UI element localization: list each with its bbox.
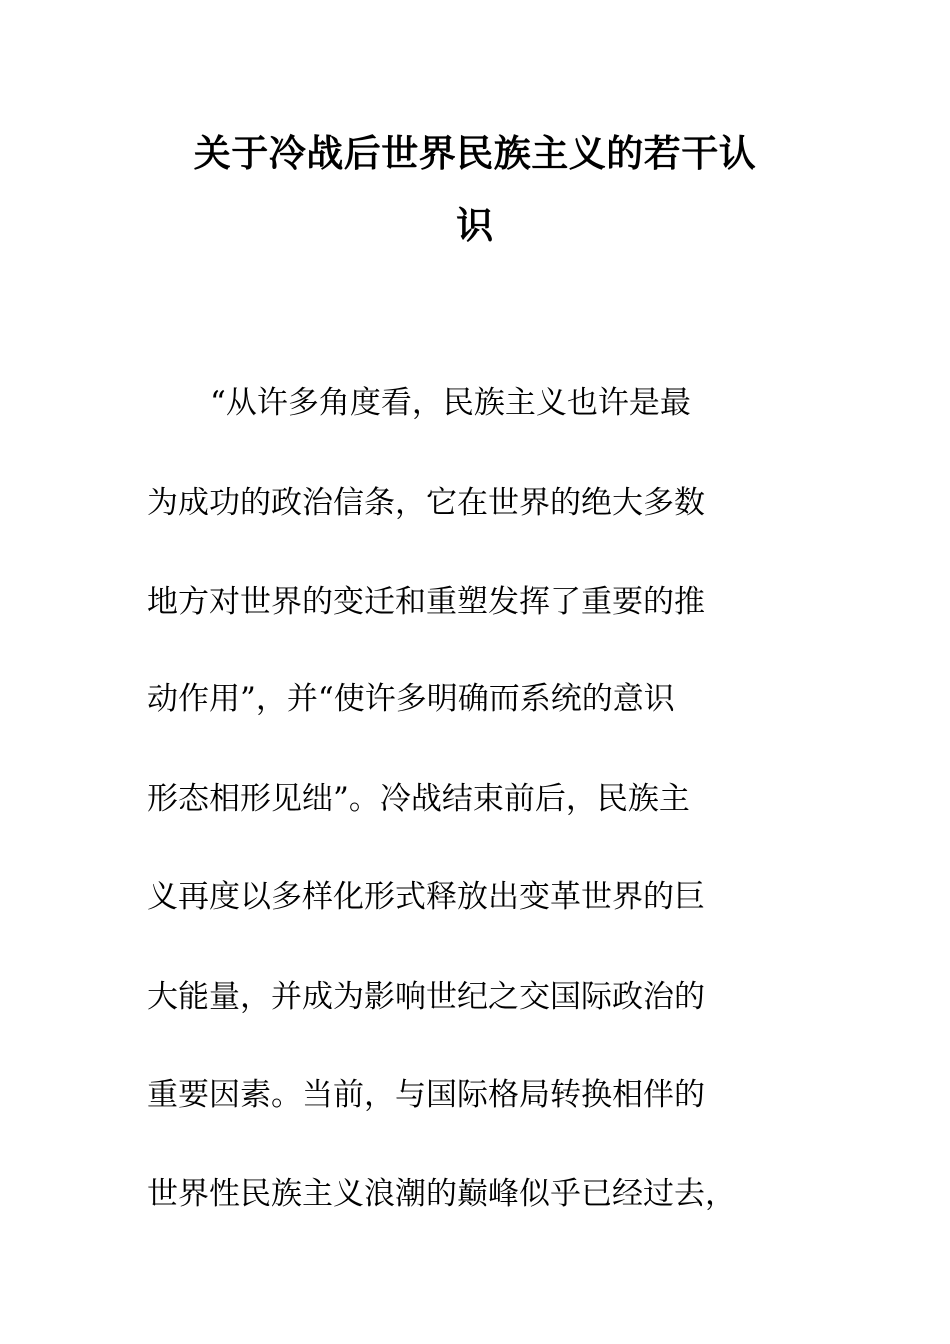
paragraph-line-1: “从许多角度看，民族主义也许是最 [210,385,691,421]
paragraph-line-8: 重要因素。当前，与国际格局转换相伴的 [147,1077,705,1113]
paragraph-line-9: 世界性民族主义浪潮的巅峰似乎已经过去， [147,1176,736,1212]
paragraph-line-6: 义再度以多样化形式释放出变革世界的巨 [147,879,705,915]
paragraph-line-2: 为成功的政治信条，它在世界的绝大多数 [147,485,705,521]
paragraph-line-3: 地方对世界的变迁和重塑发挥了重要的推 [147,584,705,620]
document-title-line-1: 关于冷战后世界民族主义的若干认 [193,131,757,175]
document-title-line-2: 识 [456,203,494,247]
paragraph-line-4: 动作用”，并“使许多明确而系统的意识 [147,681,675,717]
paragraph-line-7: 大能量，并成为影响世纪之交国际政治的 [147,979,705,1015]
paragraph-line-5: 形态相形见绌”。冷战结束前后，民族主 [147,781,690,817]
